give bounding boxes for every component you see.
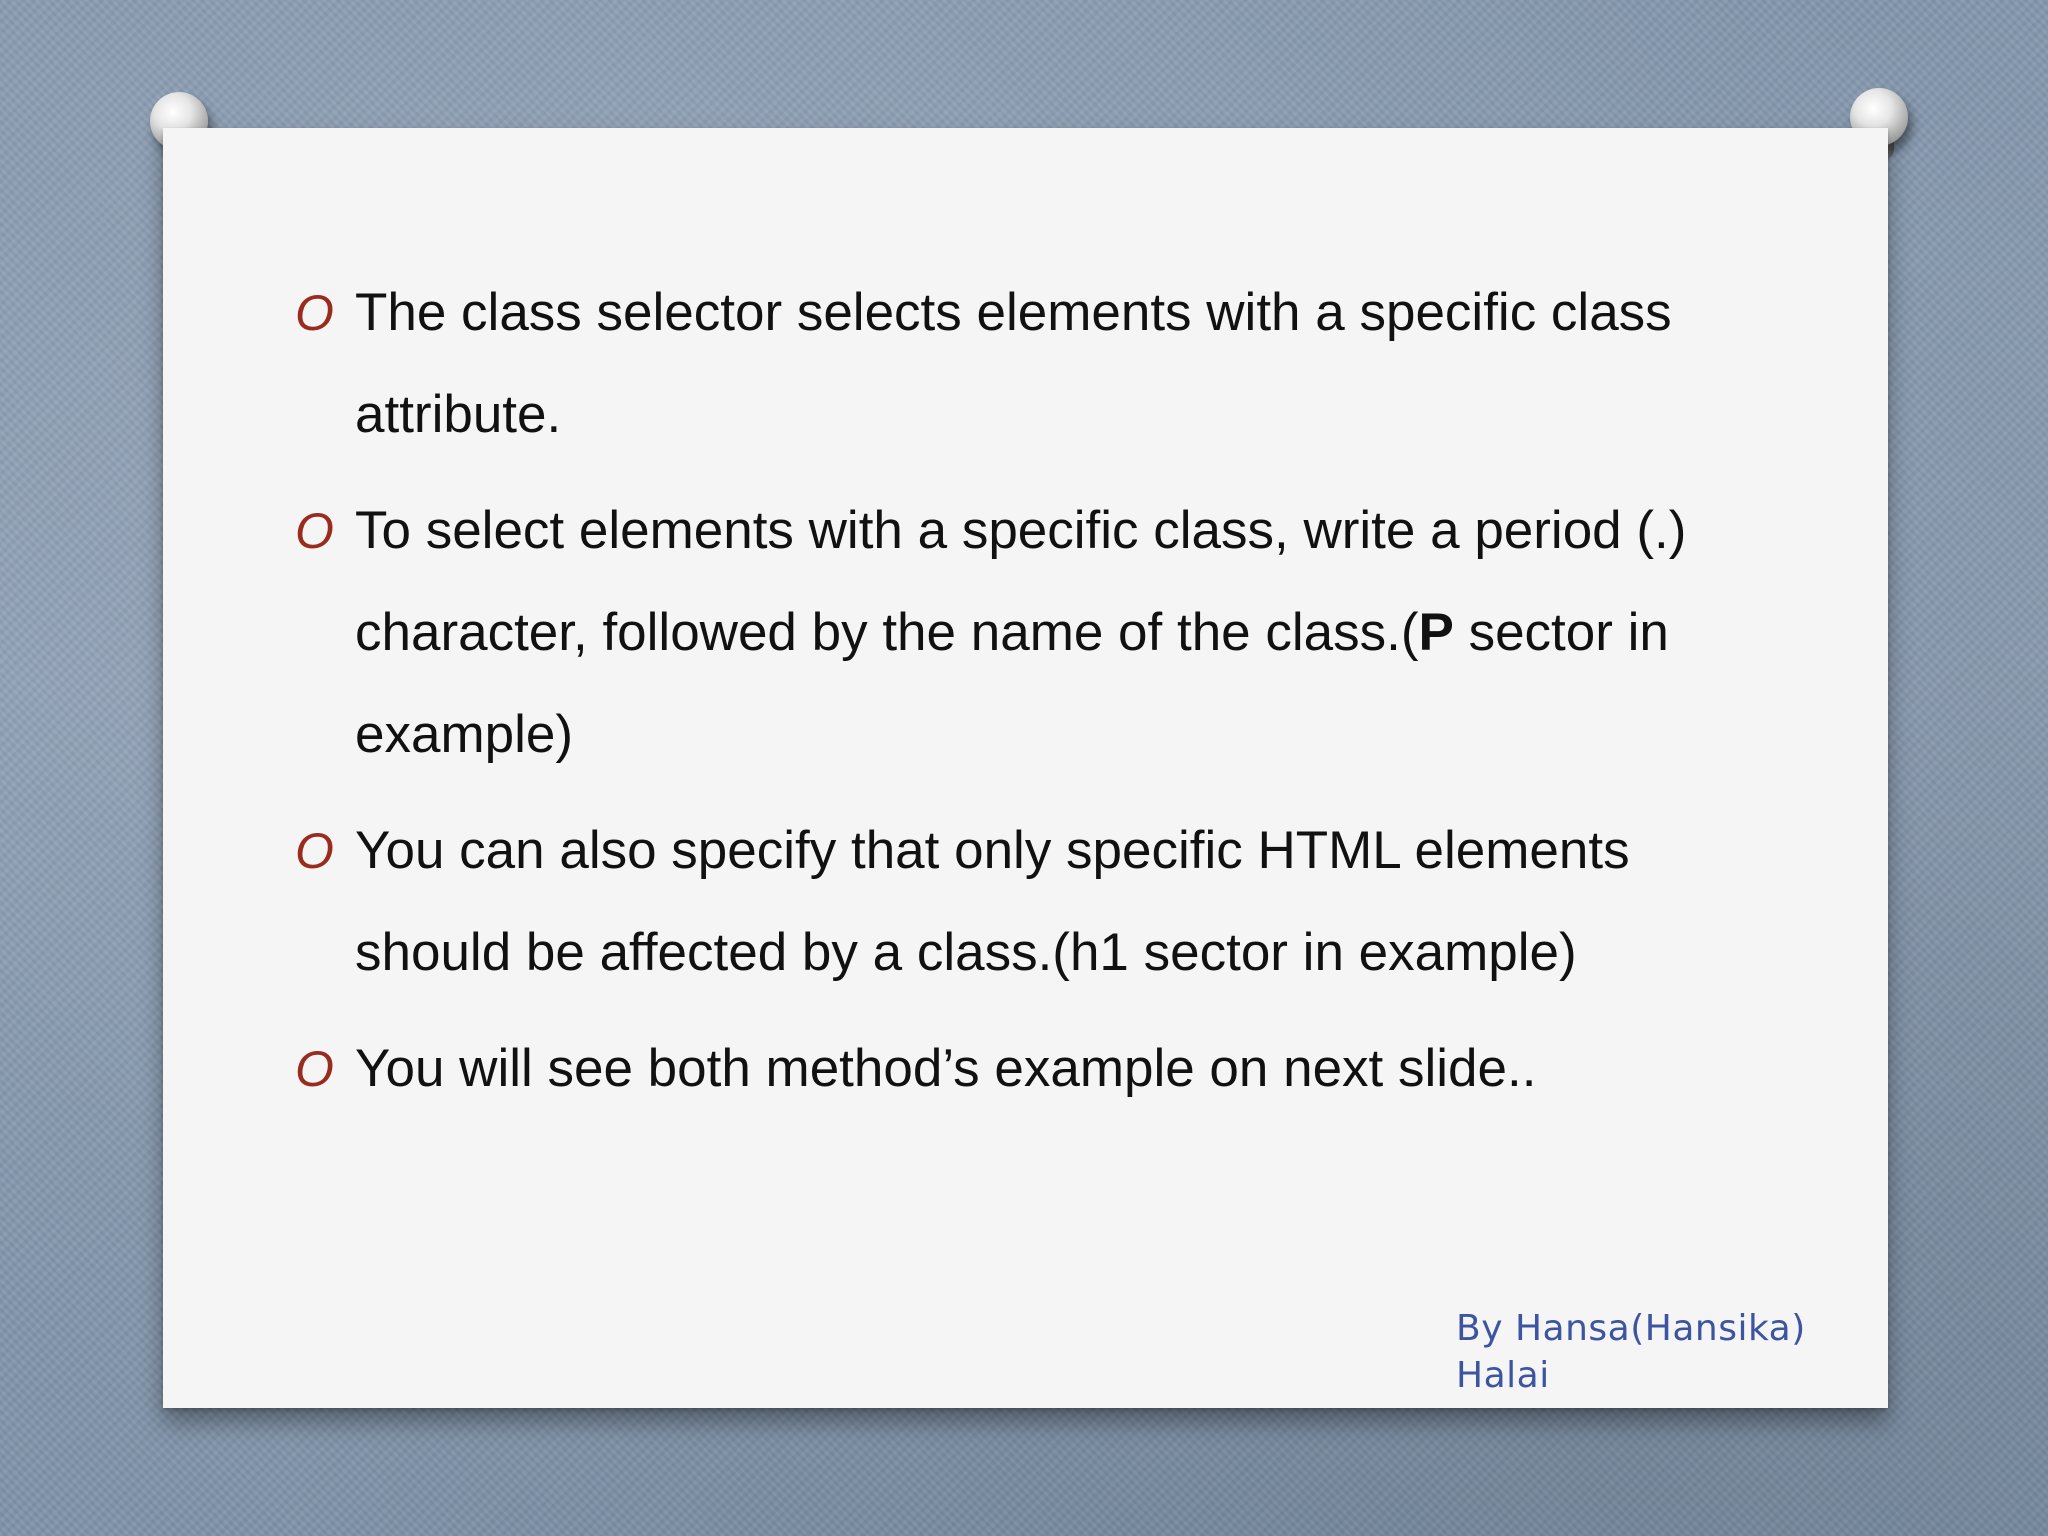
bullet-text-1: The class selector selects elements with a specific class attribute. — [355, 283, 1672, 444]
bullet-text-4: You will see both method’s example on next slide.. — [355, 1039, 1537, 1098]
bullet-text-3: You can also specify that only specific HTML elements should be affected by a class.(h1 sector in example) — [355, 821, 1630, 982]
bullet-item-2 — [295, 480, 1775, 786]
author-credit — [1456, 1305, 1806, 1399]
bullet-marker-icon: O — [295, 823, 334, 879]
bullet-text-2a: To select elements with a specific class, write a period (.) character, followed by the name of the class.( — [355, 501, 1687, 662]
bullet-text-2b: sector in example) — [355, 603, 1669, 764]
bullet-text-2-bold: P — [1418, 603, 1454, 662]
author-line-2: Halai — [1456, 1355, 1550, 1396]
bullet-marker-icon: O — [295, 503, 334, 559]
bullet-marker-icon: O — [295, 285, 334, 341]
bullet-marker-icon: O — [295, 1041, 334, 1097]
bullet-item-3 — [295, 800, 1775, 1004]
bullet-list — [295, 262, 1775, 1134]
bullet-item-1 — [295, 262, 1775, 466]
bullet-item-4 — [295, 1018, 1775, 1120]
author-line-1: By Hansa(Hansika) — [1456, 1308, 1806, 1349]
